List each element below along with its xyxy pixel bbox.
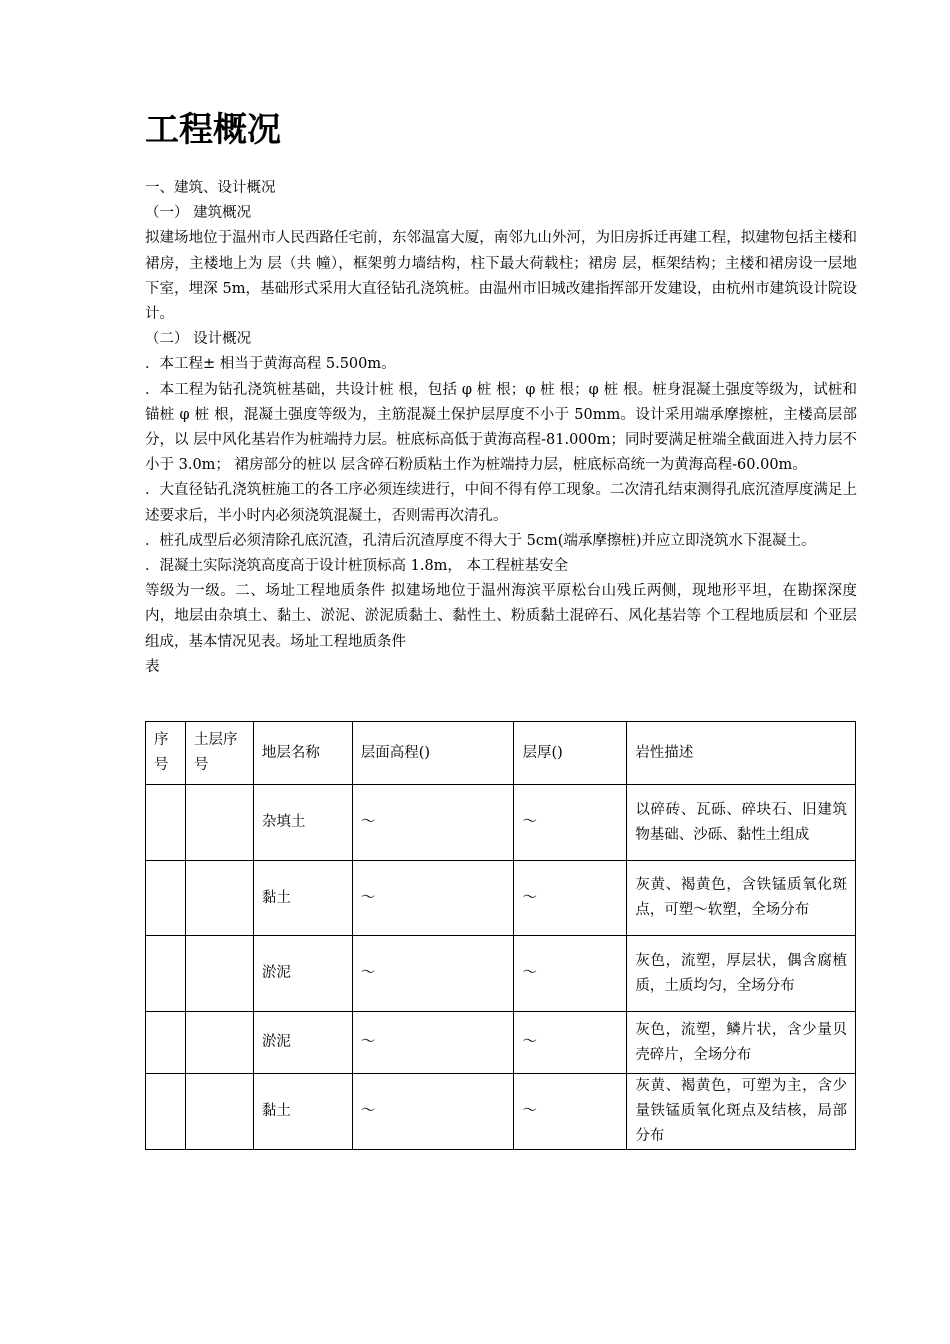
paragraph: 等级为一级。二、场址工程地质条件 拟建场地位于温州海滨平原松台山残丘两侧，现地形平坦，在勘探深度内，地层由杂填土、黏土、淤泥、淤泥质黏土、黏性土、粉质黏土混碎石、风化基岩等 个工程地质层和 个亚层组成，基本情况见表。场址工程地质条件 xyxy=(145,583,857,650)
header-cell: 序号 xyxy=(146,722,186,785)
section-heading: 一、建筑、设计概况 xyxy=(145,180,276,196)
geology-table xyxy=(145,721,856,1150)
paragraph: ．大直径钻孔浇筑桩施工的各工序必须连续进行，中间不得有停工现象。二次清孔结束测得孔底沉渣厚度满足上述要求后，半小时内必须浇筑混凝土，否则需再次清孔。 xyxy=(145,482,857,524)
table-row xyxy=(146,1074,856,1150)
header-cell: 土层序号 xyxy=(185,722,253,785)
table-cell: 以碎砖、瓦砾、碎块石、旧建筑物基础、沙砾、黏性土组成 xyxy=(627,785,856,861)
header-cell: 岩性描述 xyxy=(627,722,856,785)
table-cell: 黏土 xyxy=(253,1074,352,1150)
table-cell: ～ xyxy=(514,1074,627,1150)
table-cell xyxy=(185,785,253,861)
table-cell xyxy=(146,1074,186,1150)
table-cell: 杂填土 xyxy=(253,785,352,861)
table-cell xyxy=(146,1012,186,1074)
table-cell: ～ xyxy=(514,861,627,936)
paragraph: 拟建场地位于温州市人民西路任宅前，东邻温富大厦，南邻九山外河，为旧房拆迁再建工程，拟建物包括主楼和裙房，主楼地上为 层（共 幢），框架剪力墙结构，柱下最大荷载柱；裙房 层，框架结构；主楼和裙房设一层地下室，埋深 5m，基础形式采用大直径钻孔浇筑桩。由温州市旧城改建指挥部开发建设，由杭州市建筑设计院设计。 xyxy=(145,230,857,323)
table-cell: ～ xyxy=(352,785,514,861)
table-cell xyxy=(146,861,186,936)
table-cell xyxy=(185,936,253,1012)
header-cell: 地层名称 xyxy=(253,722,352,785)
table-cell xyxy=(185,1074,253,1150)
table-cell: ～ xyxy=(514,785,627,861)
table-cell: ～ xyxy=(352,861,514,936)
table-cell: 灰黄、褐黄色，含铁锰质氧化斑点，可塑～软塑，全场分布 xyxy=(627,861,856,936)
header-cell: 层厚() xyxy=(514,722,627,785)
page-title: 工程概况 xyxy=(145,110,281,150)
paragraph: ．桩孔成型后必须清除孔底沉渣，孔清后沉渣厚度不得大于 5cm(端承摩擦桩)并应立即浇筑水下混凝土。 xyxy=(145,532,816,549)
table-cell xyxy=(146,936,186,1012)
header-cell: 层面高程() xyxy=(352,722,514,785)
table-cell: ～ xyxy=(352,1012,514,1074)
table-row xyxy=(146,1012,856,1074)
table-cell: 淤泥 xyxy=(253,1012,352,1074)
table-header-row xyxy=(146,722,856,785)
table-cell: ～ xyxy=(514,936,627,1012)
subsection-heading: （二） 设计概况 xyxy=(145,331,252,348)
table-cell: ～ xyxy=(514,1012,627,1074)
paragraph: ．本工程为钻孔浇筑桩基础，共设计桩 根，包括 φ 桩 根；φ 桩 根；φ 桩 根。桩身混凝土强度等级为，试桩和锚桩 φ 桩 根，混凝土强度等级为，主筋混凝土保护层厚度不小于 50mm。设计采用端承摩擦桩，主楼高层部分，以 层中风化基岩作为桩端持力层。桩底标高低于黄海高程-81.000m；同时要满足桩端全截面进入持力层不小于 3.0m； 裙房部分的桩以 层含碎石粉质粘土作为桩端持力层，桩底标高统一为黄海高程-60.00m。 xyxy=(145,381,857,474)
table-cell: 灰色，流塑，鳞片状，含少量贝壳碎片，全场分布 xyxy=(627,1012,856,1074)
document-body xyxy=(145,176,857,680)
table-cell: ～ xyxy=(352,936,514,1012)
table-row xyxy=(146,785,856,861)
table-row xyxy=(146,861,856,936)
table-cell xyxy=(185,861,253,936)
table-caption: 表 xyxy=(145,658,160,675)
table-cell: 淤泥 xyxy=(253,936,352,1012)
table-cell xyxy=(146,785,186,861)
table-cell: 灰色，流塑，厚层状，偶含腐植质，土质均匀，全场分布 xyxy=(627,936,856,1012)
table-cell: ～ xyxy=(352,1074,514,1150)
paragraph: ．本工程± 相当于黄海高程 5.500m。 xyxy=(145,356,396,373)
subsection-heading: （一） 建筑概况 xyxy=(145,205,252,222)
paragraph: ．混凝土实际浇筑高度高于设计桩顶标高 1.8m， 本工程桩基安全 xyxy=(145,558,569,575)
table-row xyxy=(146,936,856,1012)
table-cell: 黏土 xyxy=(253,861,352,936)
table-cell: 灰黄、褐黄色，可塑为主，含少量铁锰质氧化斑点及结核，局部分布 xyxy=(627,1074,856,1150)
table-cell xyxy=(185,1012,253,1074)
